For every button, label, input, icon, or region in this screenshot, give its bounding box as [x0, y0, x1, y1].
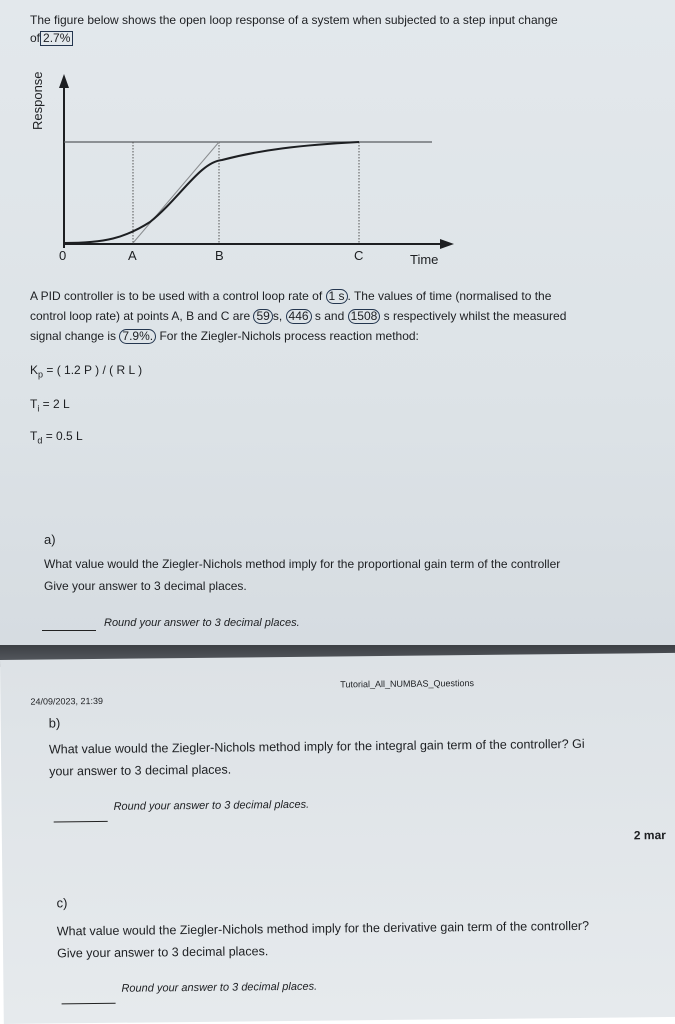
- y-axis-arrow: [59, 74, 69, 88]
- question-c-hint: Round your answer to 3 decimal places.: [121, 980, 318, 995]
- response-curve: [64, 142, 359, 243]
- problem-text: For the Ziegler-Nichols process reaction method:: [159, 329, 419, 343]
- problem-text: s and: [314, 309, 345, 323]
- response-figure: [0, 0, 675, 280]
- loop-rate-highlight: 1 s: [326, 289, 348, 304]
- point-c-value: 1508: [348, 309, 381, 324]
- document-title: Tutorial_All_NUMBAS_Questions: [340, 678, 475, 690]
- formula-ti: $T_i = 2$ L: [30, 397, 70, 414]
- formula-td: $T_d = 0.5$ L: [30, 429, 83, 446]
- answer-c-field[interactable]: [62, 1003, 116, 1005]
- question-b-instruction: your answer to 3 decimal places.: [49, 762, 232, 779]
- question-a-label: a): [44, 532, 56, 547]
- problem-text: s,: [272, 309, 283, 323]
- answer-a-field[interactable]: [42, 630, 96, 631]
- signal-change-value: 7.9%.: [119, 329, 156, 344]
- x-axis-arrow: [440, 239, 454, 249]
- problem-line-1: [30, 288, 551, 304]
- step-value-box: 2.7%: [40, 31, 73, 46]
- problem-line-3: [30, 328, 419, 344]
- question-c-label: c): [56, 895, 68, 911]
- question-c-instruction: Give your answer to 3 decimal places.: [57, 944, 269, 961]
- problem-text: A PID controller is to be used with a control loop rate of: [30, 289, 323, 303]
- tick-b: B: [215, 248, 224, 263]
- problem-text: s respectively whilst the measured: [383, 309, 567, 323]
- problem-text: control loop rate) at points A, B and C are: [30, 309, 251, 323]
- point-a-value: 59: [253, 309, 272, 324]
- print-date: 24/09/2023, 21:39: [30, 695, 104, 707]
- tick-a: A: [128, 248, 137, 263]
- point-b-value: 446: [286, 309, 312, 324]
- question-a-instruction: Give your answer to 3 decimal places.: [44, 579, 247, 593]
- tick-0: 0: [59, 248, 67, 263]
- x-axis-label: Time: [410, 252, 439, 267]
- page-two: [0, 653, 675, 1024]
- answer-b-field[interactable]: [54, 821, 108, 823]
- question-c-text: What value would the Ziegler-Nichols method imply for the derivative gain term of the controller?: [56, 918, 590, 939]
- tangent-line: [133, 142, 219, 243]
- question-b-label: b): [48, 715, 61, 731]
- question-b-hint: Round your answer to 3 decimal places.: [113, 798, 310, 813]
- question-a-hint: Round your answer to 3 decimal places.: [104, 617, 300, 629]
- marks-label: 2 mar: [633, 828, 666, 843]
- formula-kp: $K_p$ = ( 1.2 P ) / ( R L ): [30, 363, 143, 380]
- intro-of-label: of: [30, 31, 41, 45]
- question-b-text: What value would the Ziegler-Nichols method imply for the integral gain term of the controller? Gi: [48, 736, 585, 757]
- question-a-text: What value would the Ziegler-Nichols method imply for the proportional gain term of the controller: [44, 557, 561, 571]
- y-axis-label: Response: [30, 71, 45, 130]
- problem-text: signal change is: [30, 329, 117, 343]
- intro-line-1: The figure below shows the open loop response of a system when subjected to a step input change: [30, 13, 558, 27]
- problem-line-2: [30, 308, 566, 324]
- problem-text: . The values of time (normalised to the: [347, 289, 552, 303]
- tick-c: C: [354, 248, 364, 263]
